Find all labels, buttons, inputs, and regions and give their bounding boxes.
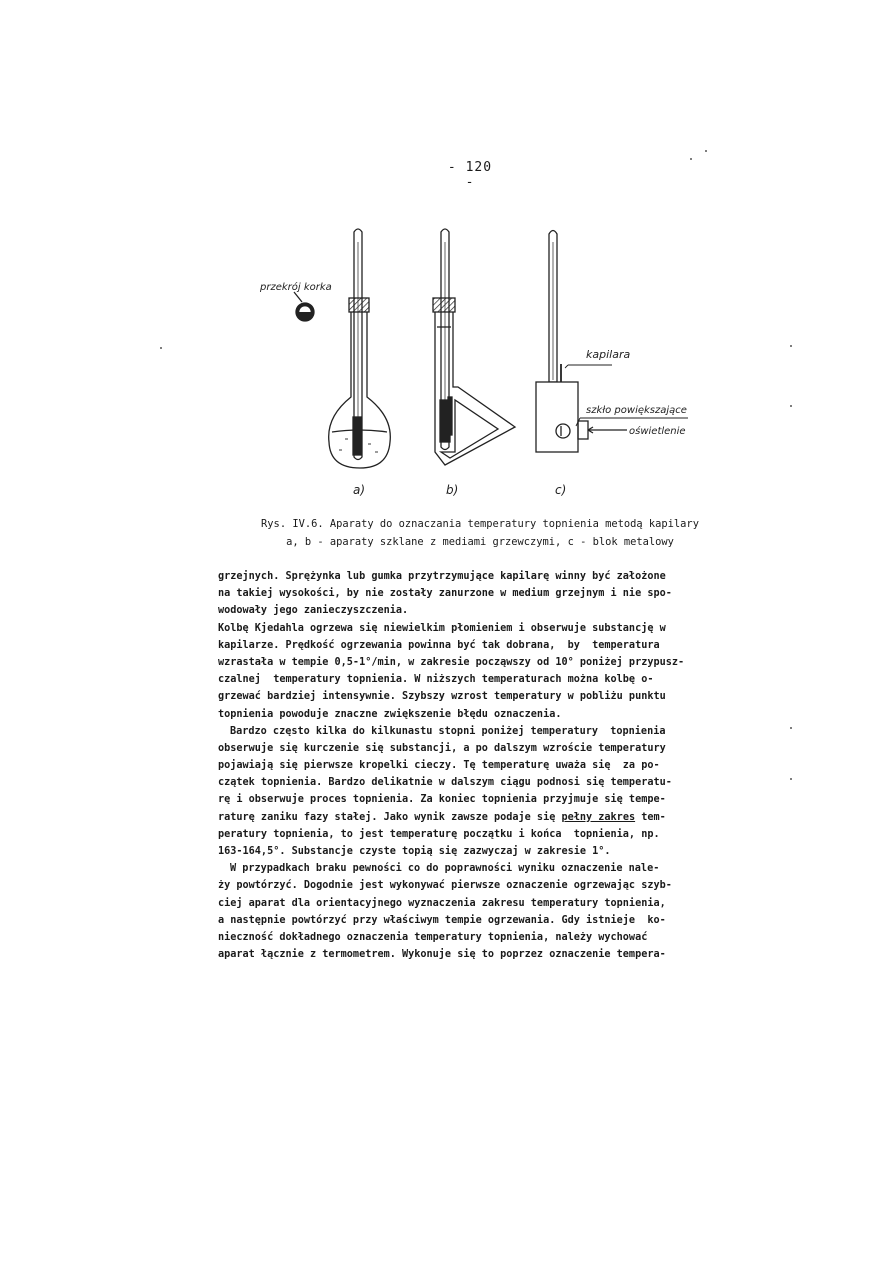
label-c: c) xyxy=(555,483,567,497)
label-lighting: oświetlenie xyxy=(629,426,686,437)
label-b: b) xyxy=(446,483,459,497)
scan-speck xyxy=(160,347,162,349)
apparatus-a-drawing xyxy=(329,229,391,468)
text-segment: tem- xyxy=(635,811,666,823)
text-line: peratury topnienia, to jest temperaturę początku i końca topnienia, np. xyxy=(218,828,660,840)
underlined-phrase: pełny zakres xyxy=(561,811,636,823)
text-line: Kolbę Kjedahla ogrzewa się niewielkim płomieniem i obserwuje substancję w xyxy=(218,622,666,634)
text-line xyxy=(218,809,738,826)
label-capillary: kapilara xyxy=(586,348,631,361)
scan-speck xyxy=(790,405,792,407)
text-line: W przypadkach braku pewności co do poprawności wyniku oznaczenie nale- xyxy=(230,863,660,875)
scan-speck xyxy=(790,727,792,729)
page-number: - 120 - xyxy=(447,160,493,190)
figure-caption xyxy=(230,515,730,551)
text-line: ciej aparat dla orientacyjnego wyznaczenia zakresu temperatury topnienia, xyxy=(218,897,666,909)
text-line: kapilarze. Prędkość ogrzewania powinna być tak dobrana, by temperatura xyxy=(218,639,660,651)
text-line: na takiej wysokości, by nie zostały zanurzone w medium grzejnym i nie spo- xyxy=(218,588,672,600)
text-line: wzrastała w tempie 0,5-1°/min, w zakresie począwszy od 10° poniżej przypusz- xyxy=(218,656,685,668)
label-a: a) xyxy=(353,483,366,497)
text-line: 163-164,5°. Substancje czyste topią się zazwyczaj w zakresie 1°. xyxy=(218,846,611,857)
label-cork-section: przekrój korka xyxy=(260,282,332,293)
scan-speck xyxy=(790,778,792,780)
text-line: topnienia powoduje znaczne zwiększenie błędu oznaczenia. xyxy=(218,708,562,720)
body-text xyxy=(218,568,738,963)
text-line: wodowały jego zanieczyszczenia. xyxy=(218,605,409,617)
text-line: czalnej temperatury topnienia. W niższych temperaturach można kolbę o- xyxy=(218,674,654,686)
text-line: grzejnych. Sprężynka lub gumka przytrzymujące kapilarę winny być założone xyxy=(218,571,666,582)
scan-speck xyxy=(790,345,792,347)
text-line: czątek topnienia. Bardzo delikatnie w dalszym ciągu podnosi się temperatu- xyxy=(218,777,672,789)
label-magnifier: szkło powiększające xyxy=(586,405,687,416)
apparatus-c-drawing xyxy=(536,231,688,453)
text-line: grzewać bardziej intensywnie. Szybszy wzrost temperatury w pobliżu punktu xyxy=(218,691,666,703)
cork-section-drawing xyxy=(294,292,314,321)
text-segment: raturę zaniku fazy stałej. Jako wynik zawsze podaje się xyxy=(218,811,562,823)
text-line: a następnie powtórzyć przy właściwym tempie ogrzewania. Gdy istnieje ko- xyxy=(218,914,666,926)
caption-line-1: Rys. IV.6. Aparaty do oznaczania temperatury topnienia metodą kapilary xyxy=(261,518,699,530)
scan-speck xyxy=(705,150,707,152)
text-line: obserwuje się kurczenie się substancji, a po dalszym wzroście temperatury xyxy=(218,742,666,754)
figure-drawing xyxy=(250,222,710,502)
text-line: aparat łącznie z termometrem. Wykonuje się to poprzez oznaczenie tempera- xyxy=(218,949,666,961)
apparatus-b-drawing xyxy=(433,229,515,465)
caption-line-2: a, b - aparaty szklane z mediami grzewczymi, c - blok metalowy xyxy=(286,536,674,548)
text-line: ży powtórzyć. Dogodnie jest wykonywać pierwsze oznaczenie ogrzewając szyb- xyxy=(218,880,672,892)
text-line: Bardzo często kilka do kilkunastu stopni poniżej temperatury topnienia xyxy=(230,725,666,737)
figure-apparatus xyxy=(250,222,710,502)
text-line: nieczność dokładnego oznaczenia temperatury topnienia, należy wychować xyxy=(218,931,648,943)
text-line: rę i obserwuje proces topnienia. Za koniec topnienia przyjmuje się tempe- xyxy=(218,794,666,806)
text-line: pojawiają się pierwsze kropelki cieczy. Tę temperaturę uważa się za po- xyxy=(218,760,660,772)
scan-speck xyxy=(690,158,692,160)
